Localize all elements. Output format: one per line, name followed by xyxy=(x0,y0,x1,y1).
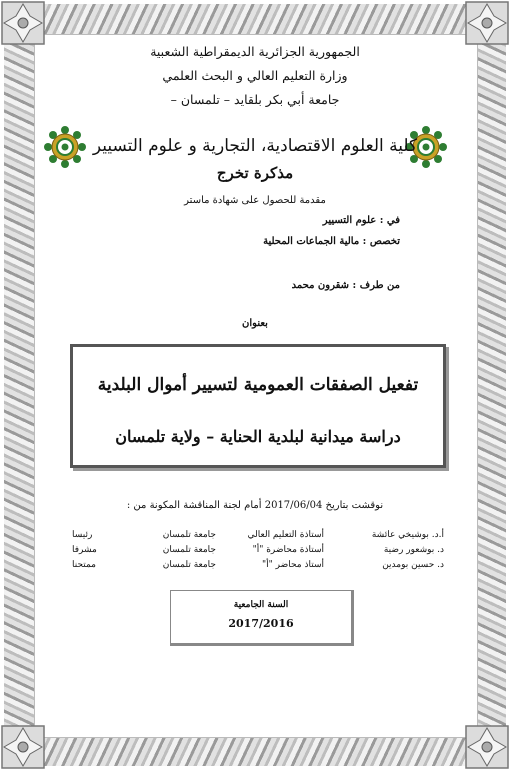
jury-row xyxy=(72,530,444,545)
memo-type: مذكرة تخرج xyxy=(216,164,294,182)
corner-ornament-icon xyxy=(0,724,46,770)
frame-band-bottom xyxy=(22,736,488,766)
jury-name: د. بوشعور رضية xyxy=(383,545,444,555)
jury-university: جامعة تلمسان xyxy=(162,530,216,540)
specialty: تخصص : مالية الجماعات المحلية xyxy=(263,236,400,247)
jury-table xyxy=(72,530,444,575)
jury-role: ممتحنا xyxy=(72,560,97,570)
academic-year-label: السنة الجامعية xyxy=(233,600,289,610)
field-of-study: في : علوم التسيير xyxy=(322,215,400,226)
author-line: من طرف : شقرون محمد xyxy=(291,280,400,291)
jury-name: د. حسين بومدين xyxy=(382,560,444,570)
university-line: جامعة أبي بكر بلقايد – تلمسان – xyxy=(170,92,340,107)
jury-rank: أستاذة التعليم العالي xyxy=(247,530,324,540)
jury-rank: أستاذ محاضر "أ" xyxy=(262,560,324,570)
jury-role: رئيسا xyxy=(72,530,93,540)
titled-label: بعنوان xyxy=(242,318,268,329)
thesis-title-box xyxy=(70,344,446,468)
presented-for: مقدمة للحصول على شهادة ماستر xyxy=(184,195,326,206)
thesis-title: تفعيل الصفقات العمومية لتسيير أموال البلدية xyxy=(97,375,419,395)
academic-year-value: 2017/2016 xyxy=(228,617,294,630)
jury-rank: أستاذة محاضرة "أ" xyxy=(252,545,324,555)
republic-line: الجمهورية الجزائرية الديمقراطية الشعبية xyxy=(150,44,360,59)
defense-date-line: نوقشت بتاريخ 2017/06/04 أمام لجنة المناقشة المكونة من : xyxy=(126,500,384,511)
corner-ornament-icon xyxy=(0,0,46,46)
faculty-name: كلية العلوم الاقتصادية، التجارية و علوم التسيير xyxy=(92,136,418,156)
jury-row xyxy=(72,560,444,575)
ministry-line: وزارة التعليم العالي و البحث العلمي xyxy=(162,68,348,83)
jury-role: مشرفا xyxy=(72,545,97,555)
jury-university: جامعة تلمسان xyxy=(162,545,216,555)
academic-year-box xyxy=(170,590,354,646)
jury-name: أ.د. بوشيخي عائشة xyxy=(371,530,444,540)
thesis-subtitle: دراسة ميدانية لبلدية الحناية – ولاية تلمسان xyxy=(115,427,401,446)
jury-university: جامعة تلمسان xyxy=(162,560,216,570)
corner-ornament-icon xyxy=(464,724,510,770)
frame-band-right xyxy=(476,22,506,748)
corner-ornament-icon xyxy=(464,0,510,46)
frame-band-top xyxy=(22,4,488,34)
jury-row xyxy=(72,545,444,560)
frame-band-left xyxy=(4,22,34,748)
